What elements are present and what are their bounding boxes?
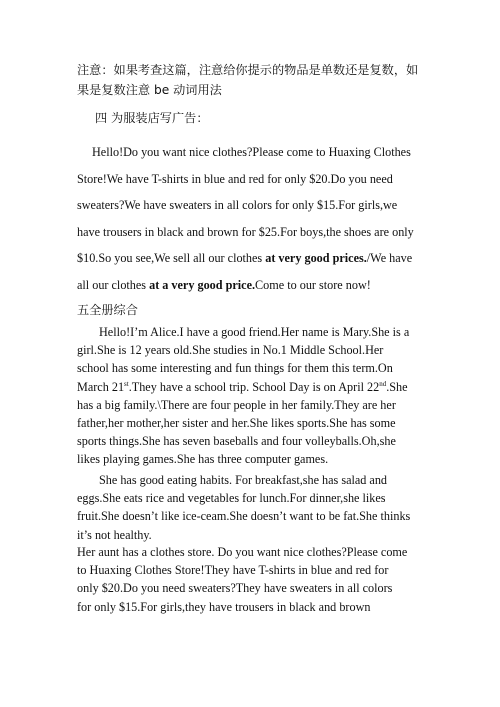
story-text: .They have a school trip. School Day is on April 22 <box>128 379 380 394</box>
section-5-heading: 五全册综合 <box>77 303 138 317</box>
story-line <box>77 378 422 396</box>
ad-text: Come to our store now! <box>255 277 371 292</box>
story-line: Her aunt has a clothes store. Do you want nice clothes?Please come <box>77 545 408 559</box>
ad-text: $10.So you see,We sell all our clothes <box>77 251 266 266</box>
story-line: likes playing games.She has three computer games. <box>77 452 329 467</box>
story-line: girl.She is 12 years old.She studies in No.1 Middle School.Her <box>77 343 384 358</box>
note-line: 果是复数注意 be 动词用法 <box>77 83 222 97</box>
story-line: Hello!I’m Alice.I have a good friend.Her name is Mary.She is a <box>99 325 410 339</box>
note-paragraph <box>77 60 439 100</box>
story-line: eggs.She eats rice and vegetables for lunch.For dinner,she likes <box>77 491 386 506</box>
ad-bold-phrase: at very good prices. <box>265 251 367 266</box>
story-line: school has some interesting and fun things for them this term.On <box>77 361 393 376</box>
story-text: .She <box>386 379 408 394</box>
ad-line: sweaters?We have sweaters in all colors for only $15.For girls,we <box>77 198 398 213</box>
ordinal-suffix: st <box>124 379 129 388</box>
ad-text: all our clothes <box>77 277 150 292</box>
story-paragraph-2 <box>77 471 422 544</box>
note-line: 注意：如果考查这篇，注意给你提示的物品是单数还是复数，如 <box>77 63 419 77</box>
story-line: it’s not healthy. <box>77 527 152 542</box>
ad-line <box>77 272 429 299</box>
story-text: March 21 <box>77 379 125 394</box>
ad-line <box>77 245 429 272</box>
ad-line: Hello!Do you want nice clothes?Please come to Huaxing Clothes <box>92 145 411 159</box>
ad-line: Store!We have T-shirts in blue and red for only $20.Do you need <box>77 171 393 186</box>
ad-paragraph <box>77 139 429 299</box>
story-line: father,her mother,her sister and her.She likes sports.She has some <box>77 416 396 431</box>
story-line: to Huaxing Clothes Store!They have T-shirts in blue and red for <box>77 563 389 578</box>
ordinal-suffix: nd <box>379 379 387 388</box>
ad-text: /We have <box>366 251 413 266</box>
story-line: for only $15.For girls,they have trousers in black and brown <box>77 599 371 614</box>
story-line: only $20.Do you need sweaters?They have sweaters in all colors <box>77 581 393 596</box>
story-line: has a big family.\There are four people in her family.They are her <box>77 397 396 412</box>
ad-bold-phrase: at a very good price. <box>149 277 256 292</box>
section-4-heading: 四 为服装店写广告： <box>95 111 209 125</box>
story-line: fruit.She doesn’t like ice-ceam.She doesn’t want to be fat.She thinks <box>77 509 411 524</box>
story-paragraph-1 <box>77 323 422 469</box>
ad-line: have trousers in black and brown for $25.For boys,the shoes are only <box>77 224 414 239</box>
story-line: She has good eating habits. For breakfast,she has salad and <box>99 473 388 487</box>
story-line: sports things.She has seven baseballs and four volleyballs.Oh,she <box>77 434 396 449</box>
story-paragraph-3 <box>77 543 422 616</box>
